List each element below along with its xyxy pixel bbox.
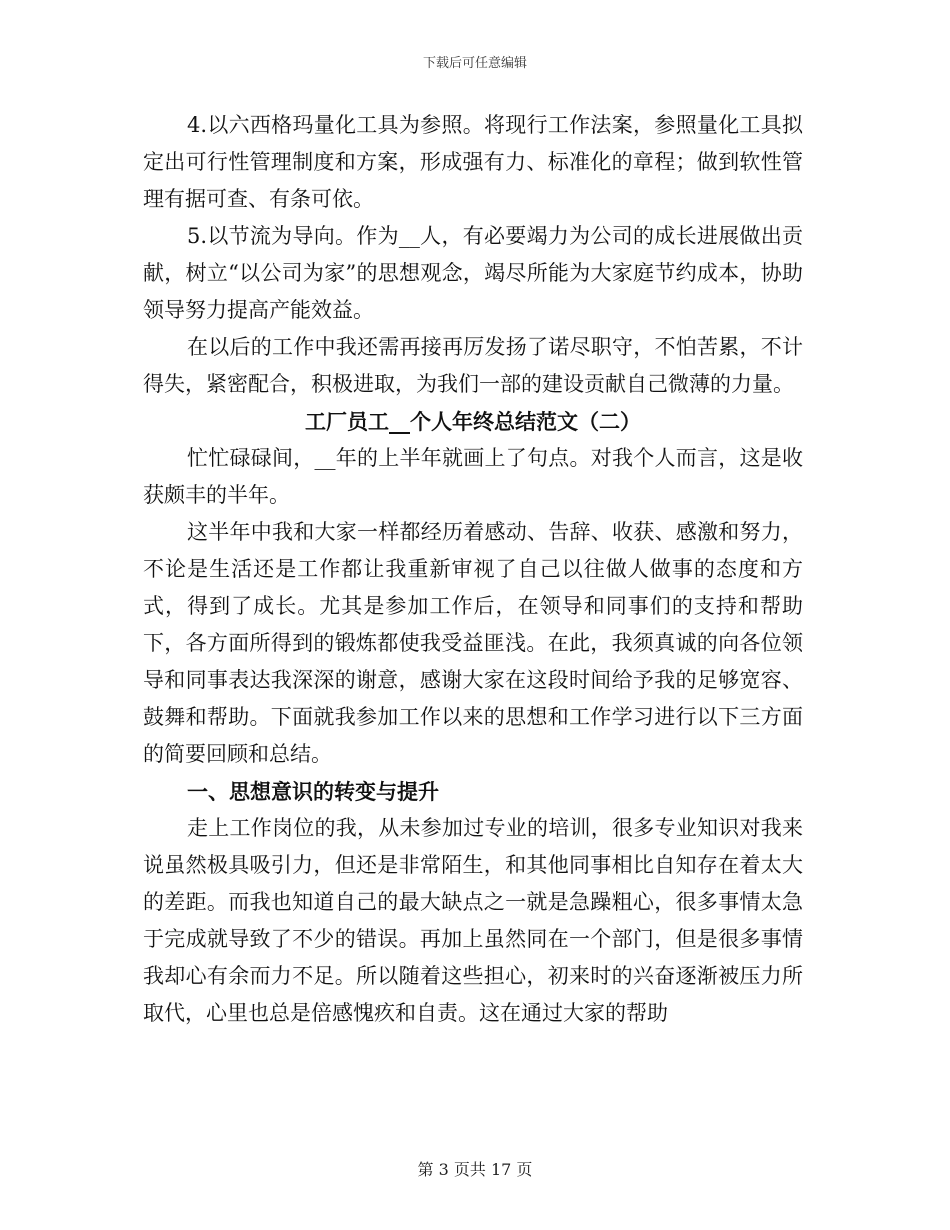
paragraph-section1: 走上工作岗位的我，从未参加过专业的培训，很多专业知识对我来说虽然极具吸引力，但还是非常陌生，和其他同事相比自知存在着太大的差距。而我也知道自己的最大缺点之一就是急躁粗心，很多事情太急于完成就导致了不少的错误。再加上虽然同在一个部门，但是很多事情我却心有余而力不足。所以随着这些担心，初来时的兴奋逐渐被压力所取代，心里也总是倍感愧疚和自责。这在通过大家的帮助: [143, 816, 803, 1025]
paragraph-intro: 忙忙碌碌间，__年的上半年就画上了句点。对我个人而言，这是收获颇丰的半年。: [143, 446, 803, 507]
paragraph-item-5: 5.以节流为导向。作为__人，有必要竭力为公司的成长进展做出贡献，树立“以公司为家”的思想观念，竭尽所能为大家庭节约成本，协助领导努力提高产能效益。: [143, 224, 803, 322]
section-heading: 一、思想意识的转变与提升: [187, 779, 439, 804]
document-title: 工厂员工__个人年终总结范文（二）: [305, 409, 641, 434]
paragraph-closing: 在以后的工作中我还需再接再厉发扬了诺尽职守，不怕苦累，不计得失，紧密配合，积极进取，为我们一部的建设贡献自己微薄的力量。: [143, 335, 803, 396]
document-body: [143, 107, 803, 1032]
page-header: 下载后可任意编辑: [422, 56, 527, 71]
paragraph-item-4: 4.以六西格玛量化工具为参照。将现行工作法案，参照量化工具拟定出可行性管理制度和方案，形成强有力、标准化的章程；做到软性管理有据可查、有条可依。: [143, 113, 803, 211]
paragraph-review: 这半年中我和大家一样都经历着感动、告辞、收获、感激和努力，不论是生活还是工作都让我重新审视了自己以往做人做事的态度和方式，得到了成长。尤其是参加工作后，在领导和同事们的支持和帮助下，各方面所得到的锻炼都使我受益匪浅。在此，我须真诚的向各位领导和同事表达我深深的谢意，感谢大家在这段时间给予我的足够宽容、鼓舞和帮助。下面就我参加工作以来的思想和工作学习进行以下三方面的简要回顾和总结。: [143, 520, 803, 766]
page-footer: 第 3 页共 17 页: [417, 1160, 533, 1179]
